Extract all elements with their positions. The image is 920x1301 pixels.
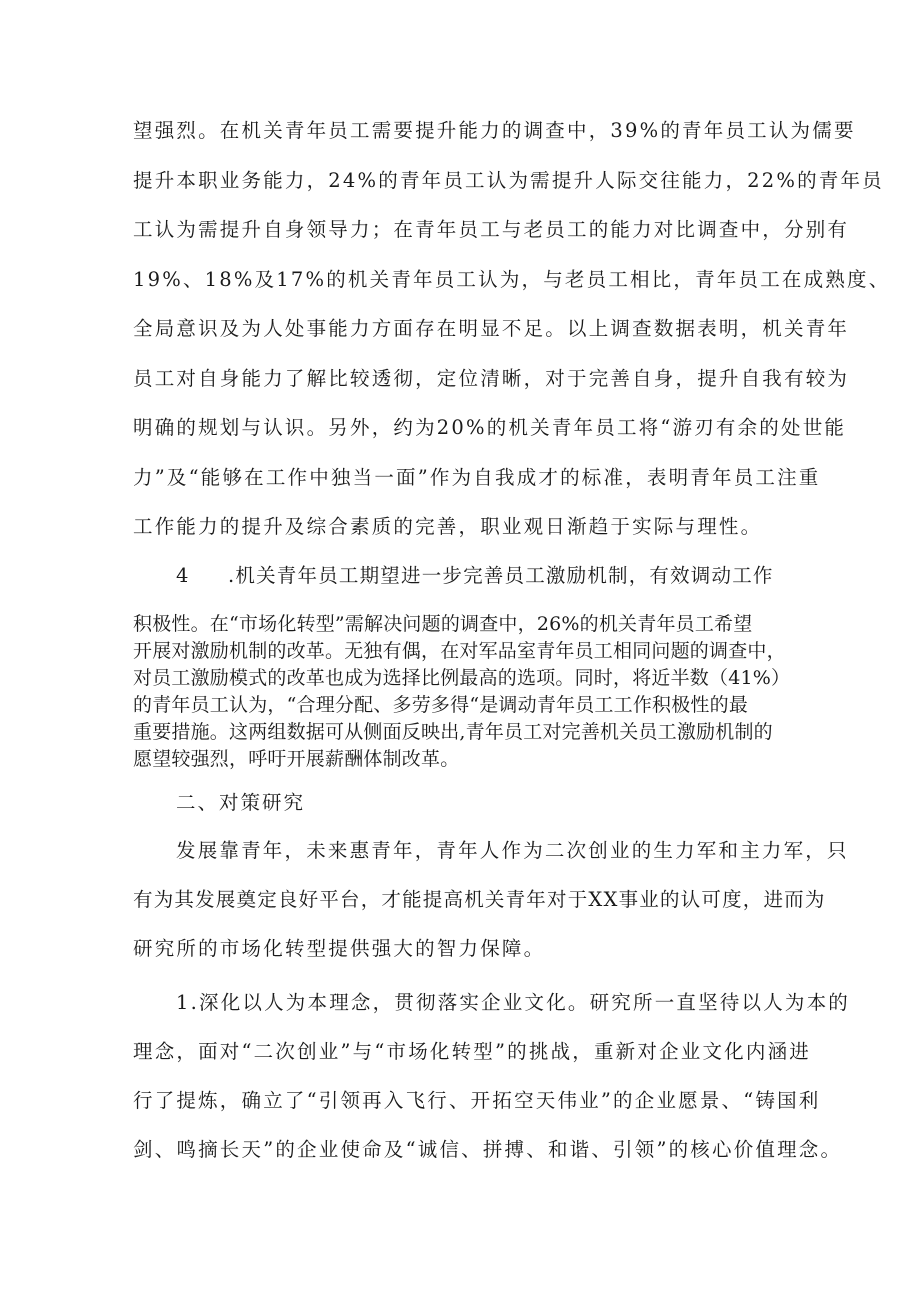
section-2-line: 发展靠青年，未来惠青年，青年人作为二次创业的生力军和主力军，只 xyxy=(176,839,849,862)
paragraph-line: 19%、18%及17%的机关青年员工认为，与老员工相比，青年员工在成熟度、 xyxy=(133,268,891,291)
item-4-title: .机关青年员工期望进一步完善员工激励机制，有效调动工作 xyxy=(228,564,774,587)
paragraph-line: 工作能力的提升及综合素质的完善，职业观日渐趋于实际与理性。 xyxy=(133,515,763,538)
item-4-line: 积极性。在“市场化转型”需解决问题的调查中，26%的机关青年员工希望 xyxy=(133,613,753,635)
paragraph-line: 提升本职业务能力，24%的青年员工认为需提升人际交往能力，22%的青年员 xyxy=(133,169,884,192)
paragraph-line: 工认为需提升自身领导力；在青年员工与老员工的能力对比调查中，分别有 xyxy=(133,218,850,241)
item-4-line: 开展对激励机制的改革。无独有偶，在对军品室青年员工相同问题的调查中， xyxy=(133,640,786,662)
item-4-number: 4 xyxy=(176,564,189,587)
item-1-line: 行了提炼，确立了“引领再入飞行、开拓空天伟业”的企业愿景、“铸国利 xyxy=(133,1089,821,1112)
paragraph-line: 望强烈。在机关青年员工需要提升能力的调查中，39%的青年员工认为儒要 xyxy=(133,119,856,142)
item-4-line: 的青年员工认为，“合理分配、多劳多得“是调动青年员工工作积极性的最 xyxy=(133,694,749,716)
item-4-line: 对员工激励模式的改革也成为选择比例最高的选项。同时，将近半数（41%） xyxy=(133,667,791,689)
item-1-line: 剑、鸣摘长天”的企业使命及“诚信、拼搏、和谐、引领”的核心价值理念。 xyxy=(133,1138,843,1161)
paragraph-line: 全局意识及为人处事能力方面存在明显不足。以上调查数据表明，机关青年 xyxy=(133,317,850,340)
item-1-line: 理念，面对“二次创业”与“市场化转型”的挑战，重新对企业文化内涵进 xyxy=(133,1040,811,1063)
paragraph-line: 明确的规划与认识。另外，约为20%的机关青年员工将“游刃有余的处世能 xyxy=(133,416,847,439)
item-1-line: 1.深化以人为本理念，贯彻落实企业文化。研究所一直坚待以人为本的 xyxy=(176,991,851,1014)
section-heading: 二、对策研究 xyxy=(176,791,306,814)
section-2-line: 研究所的市场化转型提供强大的智力保障。 xyxy=(133,937,546,960)
item-4-line: 重要措施。这两组数据可从侧面反映出,青年员工对完善机关员工激励机制的 xyxy=(133,721,773,743)
section-2-line: 有为其发展奠定良好平台，才能提高机关青年对于XX事业的认可度，进而为 xyxy=(133,888,826,911)
paragraph-line: 力”及“能够在工作中独当一面”作为自我成才的标准，表明青年员工注重 xyxy=(133,466,821,489)
item-4-line: 愿望较强烈，呼吁开展薪酬体制改革。 xyxy=(133,748,460,770)
paragraph-line: 员工对自身能力了解比较透彻，定位清晰，对于完善自身，提升自我有较为 xyxy=(133,367,850,390)
